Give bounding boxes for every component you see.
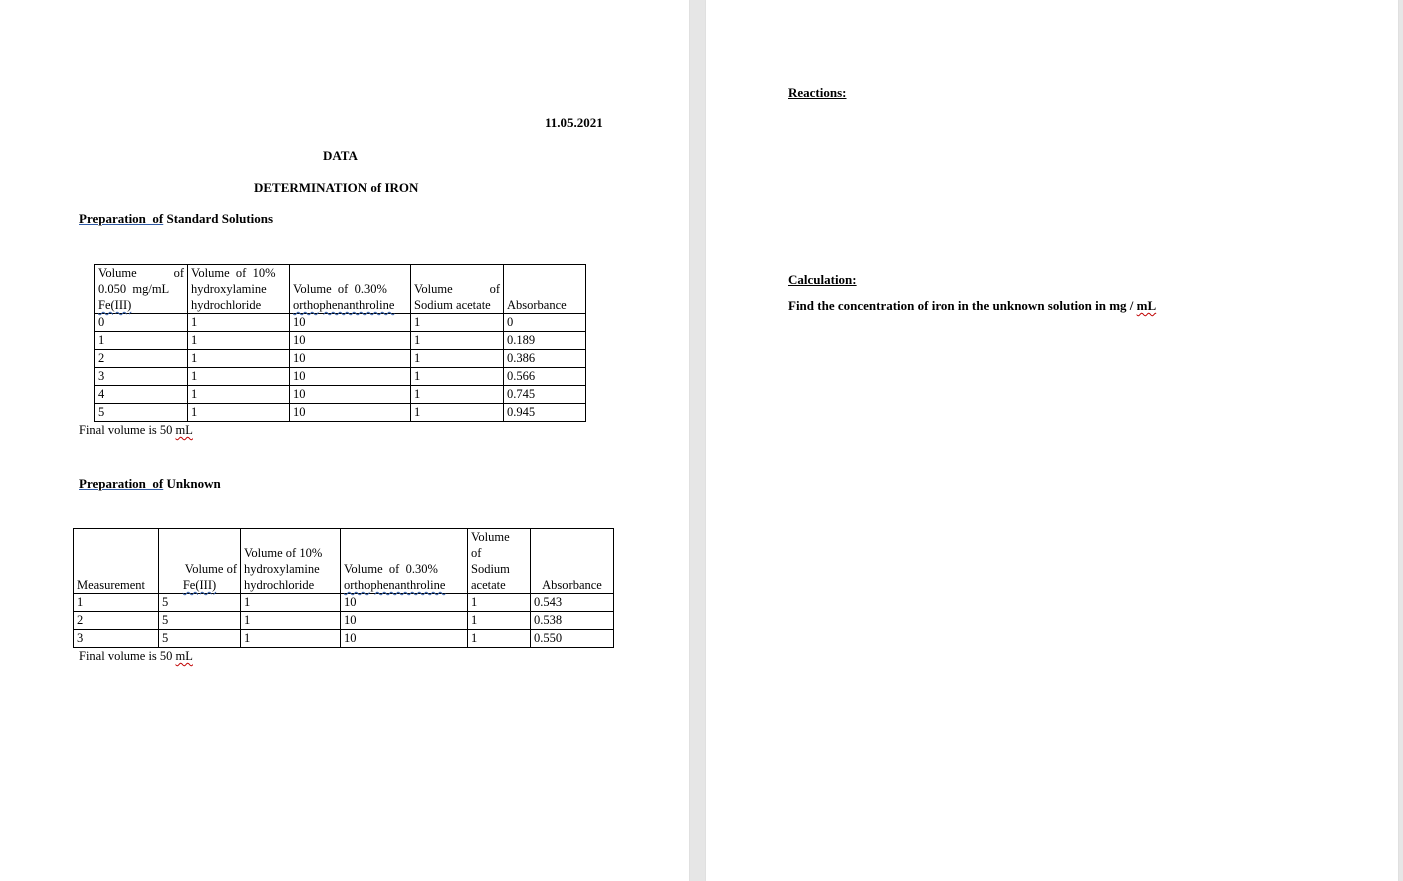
table-header-row <box>95 265 586 314</box>
final-volume-text: Final volume is 50 <box>79 649 176 663</box>
table-cell: 0 <box>95 314 188 332</box>
header-text: Sodium acetate <box>414 298 491 312</box>
header-text: Volume of 0.30% <box>344 562 438 576</box>
table-row <box>95 386 586 404</box>
table-cell: 10 <box>290 386 411 404</box>
table-cell: 10 <box>290 314 411 332</box>
header-text: hydrochloride <box>244 578 315 592</box>
table-cell: 10 <box>290 404 411 422</box>
header-text: acetate <box>471 578 506 592</box>
final-volume-text: Final volume is 50 <box>79 423 176 437</box>
header-text: Absorbance <box>542 578 602 592</box>
header-text: orthophenanthroline <box>293 298 395 312</box>
header-cell-absorbance <box>531 529 614 594</box>
header-text: of <box>173 266 184 280</box>
header-cell-hydroxylamine <box>188 265 290 314</box>
calculation-unit: mL <box>1136 298 1157 313</box>
header-text: Volume of 10% <box>244 546 323 560</box>
table-cell: 1 <box>411 314 504 332</box>
table-row <box>95 332 586 350</box>
header-cell-absorbance <box>504 265 586 314</box>
table-cell: 1 <box>468 612 531 630</box>
table-cell: 0.745 <box>504 386 586 404</box>
table-cell: 0.550 <box>531 630 614 648</box>
table-cell: 1 <box>468 630 531 648</box>
header-cell-orthophenanthroline <box>290 265 411 314</box>
table-cell: 0.543 <box>531 594 614 612</box>
table-cell: 1 <box>411 368 504 386</box>
header-cell-measurement <box>74 529 159 594</box>
table-cell: 1 <box>95 332 188 350</box>
calculation-instruction <box>788 298 1156 314</box>
table-cell: 5 <box>159 594 241 612</box>
table-cell: 10 <box>341 630 468 648</box>
reactions-heading: Reactions: <box>788 85 847 100</box>
table-cell: 0.945 <box>504 404 586 422</box>
header-cell-orthophenanthroline <box>341 529 468 594</box>
table-cell: 10 <box>290 368 411 386</box>
table-cell: 1 <box>188 314 290 332</box>
header-text: of <box>489 282 500 296</box>
final-volume-note-standard <box>79 423 193 438</box>
table-row <box>95 350 586 368</box>
header-text: Measurement <box>77 578 146 592</box>
unknown-table <box>73 528 614 648</box>
table-cell: 10 <box>341 612 468 630</box>
table-cell: 10 <box>341 594 468 612</box>
header-text: Absorbance <box>507 298 567 312</box>
page-title: DATA <box>323 148 358 163</box>
calculation-heading: Calculation: <box>788 272 857 287</box>
section-heading-underlined: Preparation of <box>79 211 164 226</box>
header-text: Fe(III) <box>98 298 132 312</box>
standard-solutions-table <box>94 264 586 422</box>
page-subtitle: DETERMINATION of IRON <box>254 180 419 195</box>
table-cell: 5 <box>159 612 241 630</box>
header-text: Volume <box>98 266 137 280</box>
header-text: 0.050 mg/mL <box>98 282 170 296</box>
date-label: 11.05.2021 <box>545 115 603 130</box>
section-heading-rest: Unknown <box>163 476 221 491</box>
table-row <box>95 368 586 386</box>
table-cell: 0.189 <box>504 332 586 350</box>
table-cell: 0 <box>504 314 586 332</box>
table-cell: 1 <box>241 612 341 630</box>
header-cell-fe <box>159 529 241 594</box>
table-cell: 0.538 <box>531 612 614 630</box>
section-heading-unknown <box>79 476 221 492</box>
header-text: Sodium <box>471 562 510 576</box>
final-volume-note-unknown <box>79 649 193 664</box>
header-text: of <box>471 546 482 560</box>
table-header-row <box>74 529 614 594</box>
table-cell: 5 <box>95 404 188 422</box>
header-text: Volume of 0.30% <box>293 282 387 296</box>
table-cell: 4 <box>95 386 188 404</box>
table-row <box>74 594 614 612</box>
document-page-1 <box>0 0 689 881</box>
section-heading-rest: Standard Solutions <box>163 211 274 226</box>
table-cell: 1 <box>188 332 290 350</box>
section-heading-standard-solutions <box>79 211 273 227</box>
table-cell: 5 <box>159 630 241 648</box>
table-cell: 1 <box>411 350 504 368</box>
table-cell: 0.566 <box>504 368 586 386</box>
table-cell: 1 <box>411 404 504 422</box>
table-cell: 0.386 <box>504 350 586 368</box>
header-cell-fe <box>95 265 188 314</box>
table-cell: 1 <box>241 594 341 612</box>
table-row <box>74 630 614 648</box>
table-cell: 1 <box>411 332 504 350</box>
header-cell-sodium-acetate <box>411 265 504 314</box>
document-page-2 <box>706 0 1398 881</box>
table-cell: 1 <box>188 350 290 368</box>
table-cell: 2 <box>95 350 188 368</box>
header-cell-hydroxylamine <box>241 529 341 594</box>
header-text: Volume <box>471 530 510 544</box>
section-heading-underlined: Preparation of <box>79 476 164 491</box>
table-row <box>95 404 586 422</box>
header-text: Volume of <box>184 562 237 576</box>
header-text: Fe(III) <box>182 578 217 592</box>
header-text: Volume of 10% <box>191 266 276 280</box>
table-row <box>95 314 586 332</box>
table-cell: 1 <box>468 594 531 612</box>
table-cell: 10 <box>290 332 411 350</box>
header-text: orthophenanthroline <box>344 578 446 592</box>
header-text: hydrochloride <box>191 298 262 312</box>
table-cell: 1 <box>74 594 159 612</box>
header-text: hydroxylamine <box>191 282 267 296</box>
calculation-text: Find the concentration of iron in the unknown solution in mg / <box>788 298 1137 313</box>
table-cell: 1 <box>411 386 504 404</box>
table-cell: 2 <box>74 612 159 630</box>
final-volume-unit: mL <box>175 649 193 663</box>
table-cell: 1 <box>241 630 341 648</box>
header-text: hydroxylamine <box>244 562 320 576</box>
table-cell: 1 <box>188 368 290 386</box>
table-cell: 1 <box>188 404 290 422</box>
table-row <box>74 612 614 630</box>
header-text: Volume <box>414 282 453 296</box>
table-cell: 1 <box>188 386 290 404</box>
table-cell: 3 <box>95 368 188 386</box>
table-cell: 3 <box>74 630 159 648</box>
header-cell-sodium-acetate <box>468 529 531 594</box>
table-cell: 10 <box>290 350 411 368</box>
final-volume-unit: mL <box>175 423 193 437</box>
